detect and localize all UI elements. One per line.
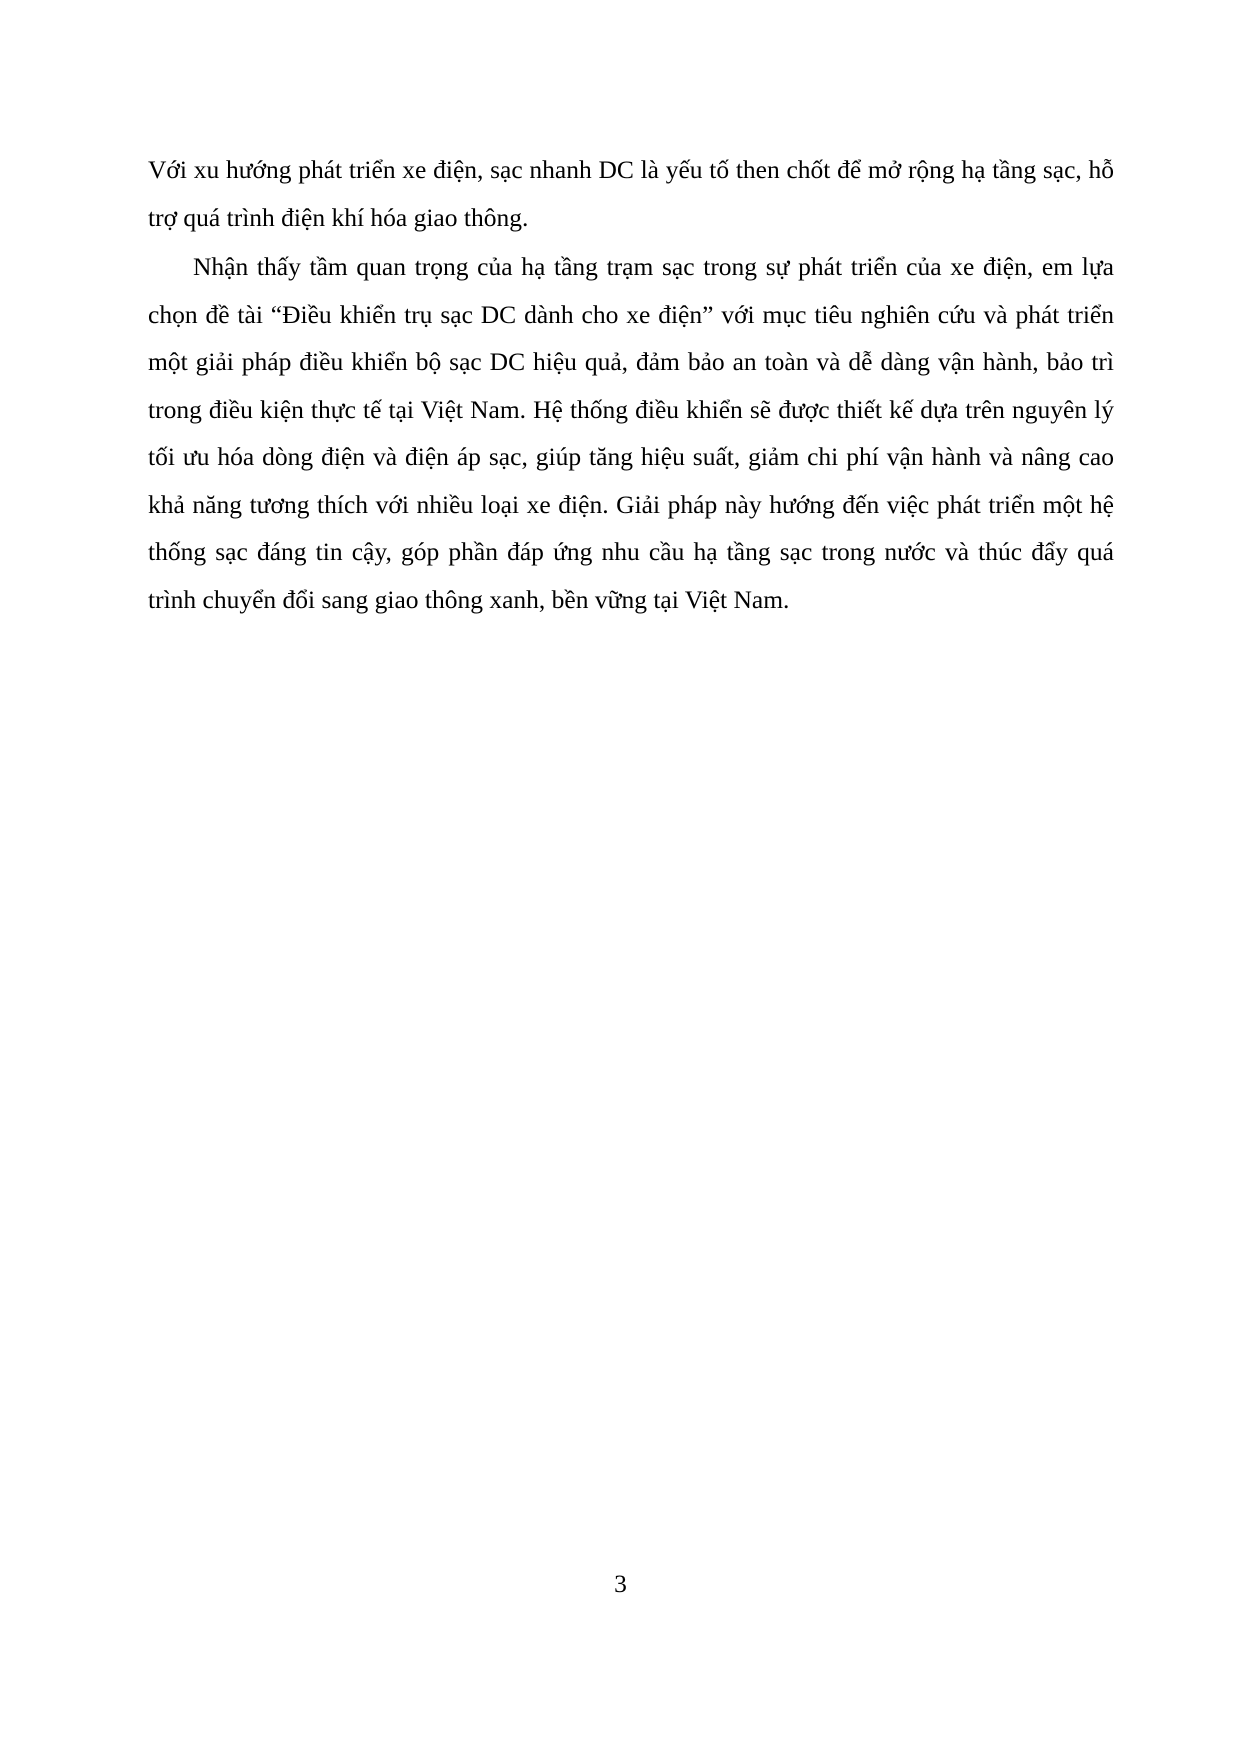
page-number: 3 [614, 1569, 627, 1598]
paragraph-2: Nhận thấy tầm quan trọng của hạ tầng trạm sạc trong sự phát triển của xe điện, em lựa chọn đề tài “Điều khiển trụ sạc DC dành cho xe điện” với mục tiêu nghiên cứu và phát triển một giải pháp điều khiển bộ sạc DC hiệu quả, đảm bảo an toàn và dễ dàng vận hành, bảo trì trong điều kiện thực tế tại Việt Nam. Hệ thống điều khiển sẽ được thiết kế dựa trên nguyên lý tối ưu hóa dòng điện và điện áp sạc, giúp tăng hiệu suất, giảm chi phí vận hành và nâng cao khả năng tương thích với nhiều loại xe điện. Giải pháp này hướng đến việc phát triển một hệ thống sạc đáng tin cậy, góp phần đáp ứng nhu cầu hạ tầng sạc trong nước và thúc đẩy quá trình chuyển đổi sang giao thông xanh, bền vững tại Việt Nam. [148, 252, 1114, 614]
body-text [148, 146, 1114, 623]
paragraph-1: Với xu hướng phát triển xe điện, sạc nhanh DC là yếu tố then chốt để mở rộng hạ tầng sạc, hỗ trợ quá trình điện khí hóa giao thông. [148, 155, 1114, 232]
